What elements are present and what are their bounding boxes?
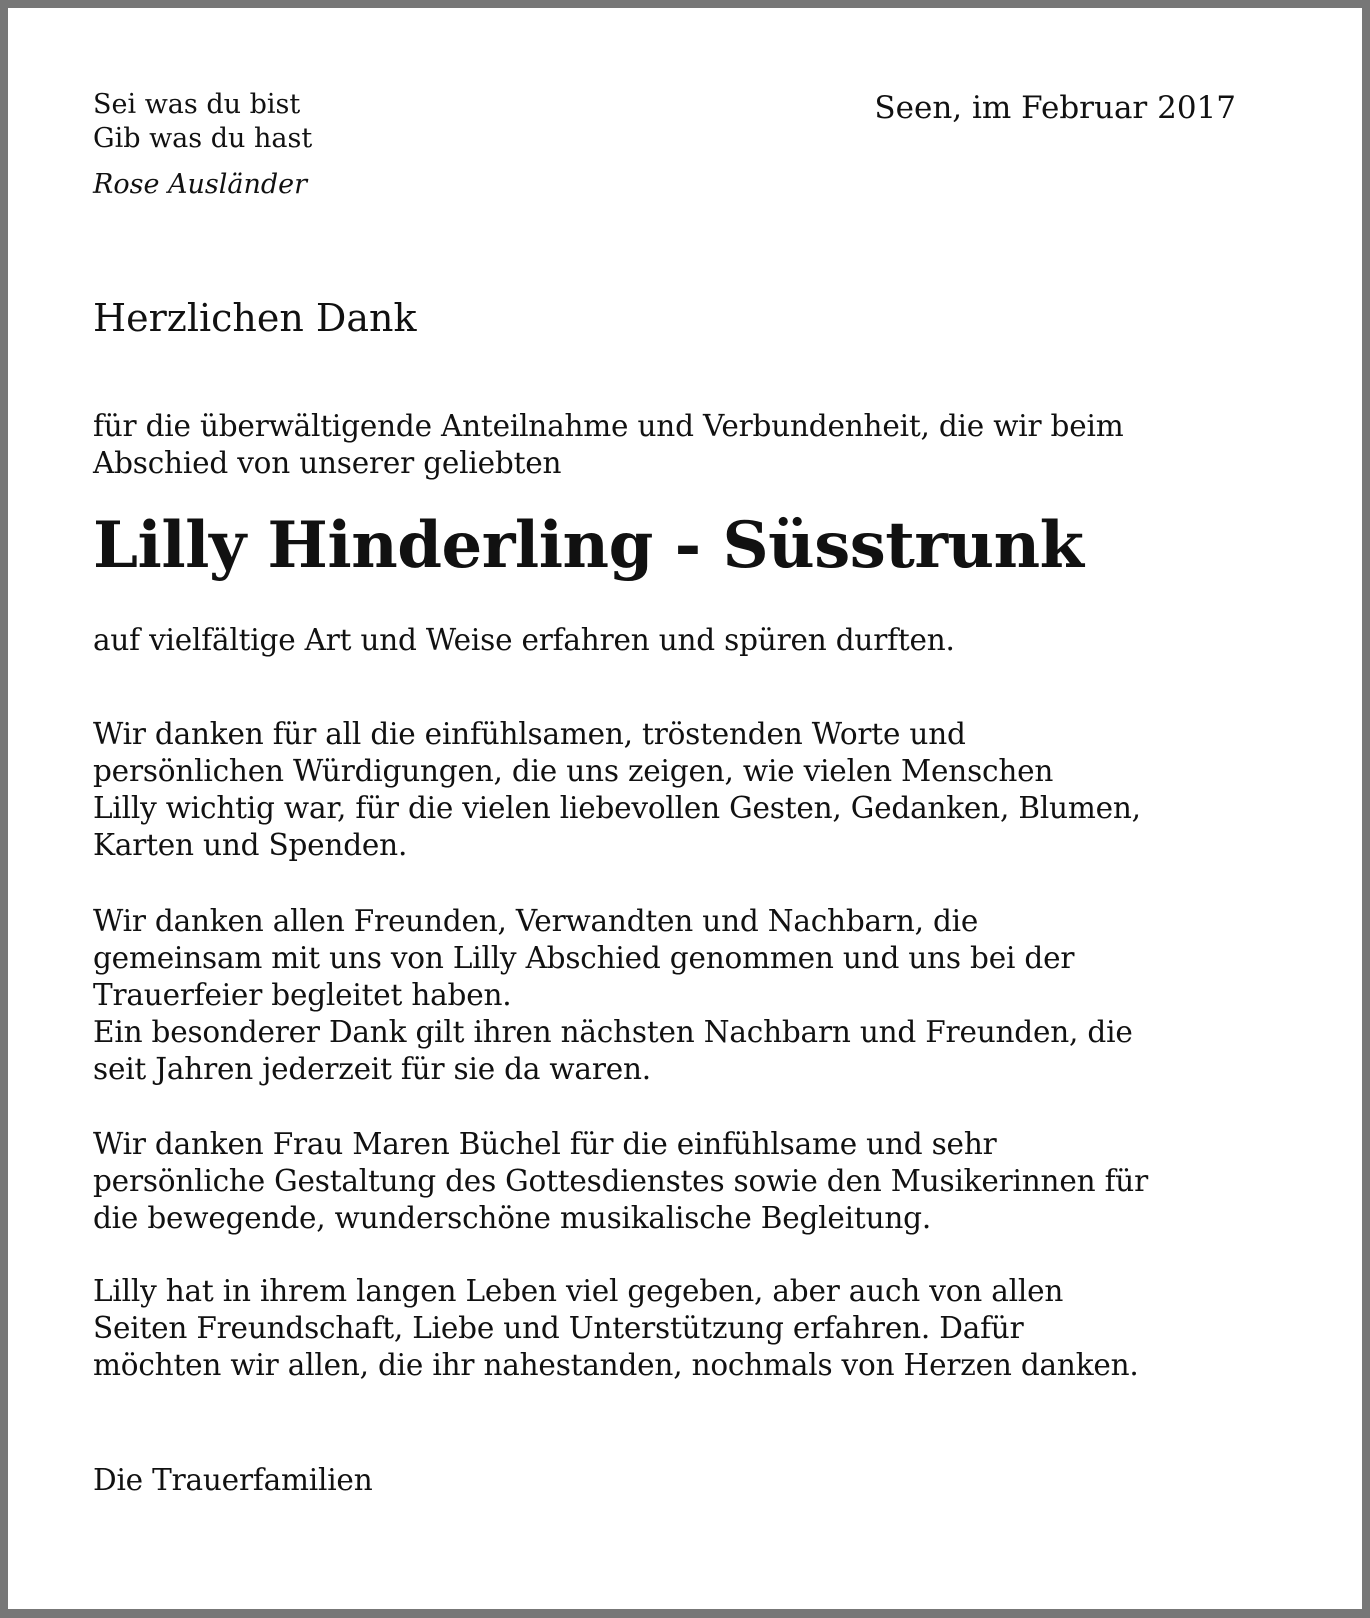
text-line: Wir danken Frau Maren Büchel für die einfühlsame und sehr [93, 1127, 997, 1161]
quote-block [93, 88, 312, 202]
heading: Herzlichen Dank [93, 296, 417, 340]
notice-page [8, 8, 1362, 1609]
text-line: Lilly hat in ihrem langen Leben viel gegeben, aber auch von allen [93, 1274, 1064, 1308]
text-line: Seiten Freundschaft, Liebe und Unterstützung erfahren. Dafür [93, 1311, 1024, 1345]
quote-line: Gib was du hast [93, 123, 313, 154]
closing-signature: Die Trauerfamilien [93, 1463, 373, 1497]
text-line: Wir danken für all die einfühlsamen, tröstenden Worte und [93, 717, 966, 751]
text-line: persönliche Gestaltung des Gottesdienstes sowie den Musikerinnen für [93, 1164, 1148, 1198]
text-line: Ein besonderer Dank gilt ihren nächsten Nachbarn und Freunden, die [93, 1015, 1133, 1049]
text-line: Trauerfeier begleitet haben. [93, 978, 512, 1012]
text-line: die bewegende, wunderschöne musikalische Begleitung. [93, 1201, 932, 1235]
paragraph [93, 1273, 1139, 1384]
text-line: Wir danken allen Freunden, Verwandten und Nachbarn, die [93, 904, 979, 938]
paragraph [93, 903, 1133, 1088]
text-line: Karten und Spenden. [93, 828, 408, 862]
text-line: seit Jahren jederzeit für sie da waren. [93, 1052, 651, 1086]
text-line: Abschied von unserer geliebten [93, 446, 562, 480]
paragraph [93, 1126, 1148, 1237]
text-line: persönlichen Würdigungen, die uns zeigen, wie vielen Menschen [93, 754, 1054, 788]
text-line: möchten wir allen, die ihr nahestanden, nochmals von Herzen danken. [93, 1348, 1139, 1382]
after-name-text: auf vielfältige Art und Weise erfahren und spüren durften. [93, 623, 955, 657]
dateline: Seen, im Februar 2017 [874, 90, 1236, 126]
text-line: für die überwältigende Anteilnahme und Verbundenheit, die wir beim [93, 409, 1124, 443]
quote-author: Rose Ausländer [93, 169, 308, 200]
text-line: Lilly wichtig war, für die vielen liebevollen Gesten, Gedanken, Blumen, [93, 791, 1141, 825]
text-line: gemeinsam mit uns von Lilly Abschied genommen und uns bei der [93, 941, 1075, 975]
paragraph [93, 716, 1141, 864]
intro-text [93, 408, 1124, 482]
quote-line: Sei was du bist [93, 89, 301, 120]
deceased-name: Lilly Hinderling - Süsstrunk [93, 508, 1084, 583]
